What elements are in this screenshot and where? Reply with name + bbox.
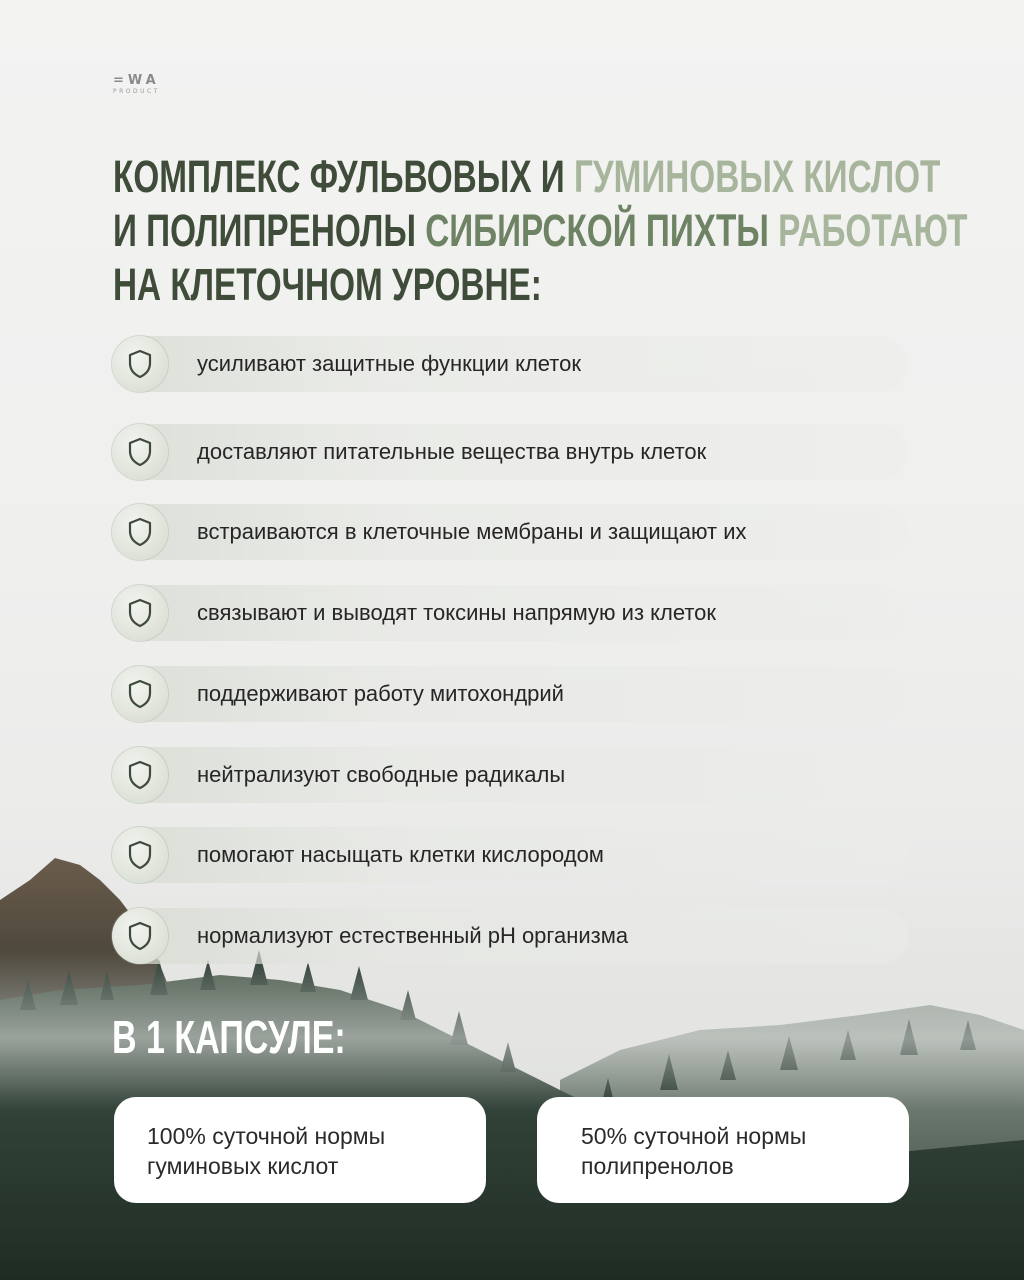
- dosage-card-text: [147, 1121, 447, 1181]
- benefit-label: связывают и выводят токсины напрямую из клеток: [197, 600, 717, 625]
- benefit-label: нейтрализуют свободные радикалы: [197, 762, 566, 787]
- dosage-card-text: [581, 1121, 881, 1181]
- benefit-label: усиливают защитные функции клеток: [197, 351, 581, 376]
- benefit-item: [112, 585, 908, 641]
- benefit-item: [112, 747, 908, 803]
- shield-icon: [112, 424, 168, 480]
- headline-line-2-mid: СИБИРСКОЙ ПИХТЫ: [425, 205, 779, 256]
- benefit-label: доставляют питательные вещества внутрь клеток: [197, 439, 707, 464]
- benefit-item: [112, 666, 908, 722]
- shield-icon: [112, 827, 168, 883]
- capsule-title: В 1 КАПСУЛЕ:: [112, 1011, 346, 1063]
- headline-line-1: [113, 150, 941, 204]
- benefit-item: [112, 908, 908, 964]
- page-headline: [113, 150, 968, 312]
- benefit-item: [112, 424, 908, 480]
- shield-icon: [112, 908, 168, 964]
- logo-subtitle: PRODUCT: [113, 88, 160, 95]
- headline-line-2: [113, 204, 968, 258]
- benefit-item: [112, 504, 908, 560]
- headline-line-2-dark: И ПОЛИПРЕНОЛЫ: [113, 205, 426, 256]
- headline-line-3: НА КЛЕТОЧНОМ УРОВНЕ:: [113, 259, 542, 310]
- shield-icon: [112, 336, 168, 392]
- logo-mark: =WA: [113, 73, 160, 88]
- headline-line-2-light: РАБОТАЮТ: [778, 205, 968, 256]
- shield-icon: [112, 585, 168, 641]
- dosage-card-line1: 50% суточной нормы: [581, 1123, 807, 1149]
- headline-line-1-dark: КОМПЛЕКС ФУЛЬВОВЫХ И: [113, 151, 574, 202]
- dosage-card-polyprenols: [537, 1097, 909, 1203]
- shield-icon: [112, 666, 168, 722]
- brand-logo: [113, 74, 160, 96]
- benefit-label: нормализуют естественный pH организма: [197, 923, 629, 948]
- benefit-label: поддерживают работу митохондрий: [197, 681, 564, 706]
- dosage-card-humic: [114, 1097, 486, 1203]
- shield-icon: [112, 504, 168, 560]
- shield-icon: [112, 747, 168, 803]
- dosage-card-line2: гуминовых кислот: [147, 1153, 339, 1179]
- benefit-item: [112, 336, 908, 392]
- benefit-label: помогают насыщать клетки кислородом: [197, 842, 604, 867]
- dosage-card-line1: 100% суточной нормы: [147, 1123, 386, 1149]
- benefit-label: встраиваются в клеточные мембраны и защищают их: [197, 519, 747, 544]
- benefit-item: [112, 827, 908, 883]
- dosage-card-line2: полипренолов: [581, 1153, 734, 1179]
- headline-line-1-light: ГУМИНОВЫХ КИСЛОТ: [573, 151, 941, 202]
